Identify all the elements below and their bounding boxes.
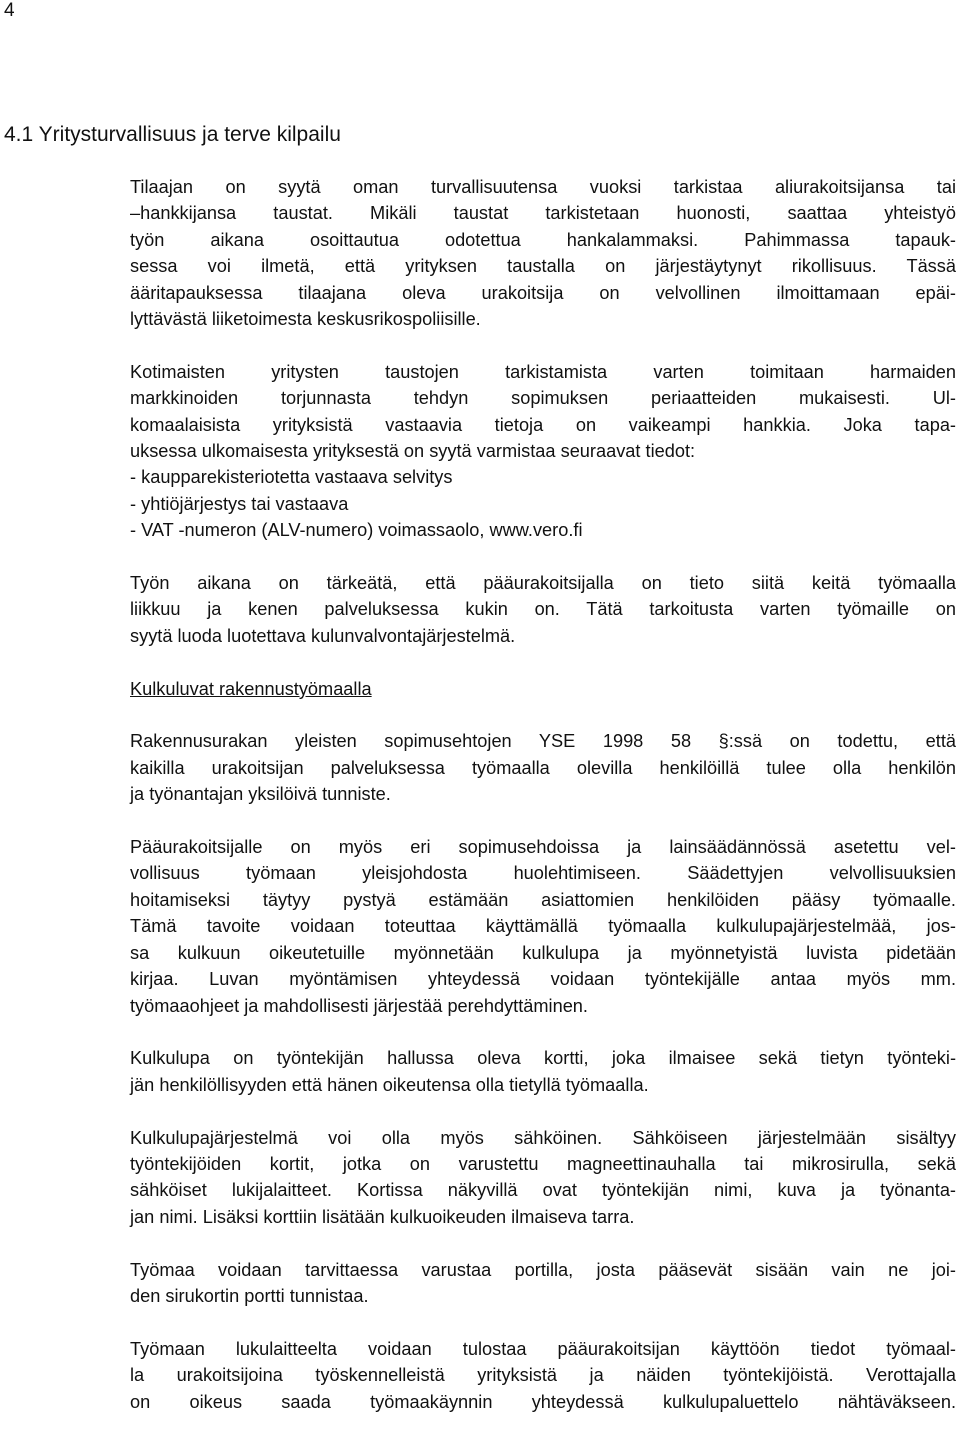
paragraph-access-control <box>130 570 956 649</box>
paragraph-gate <box>130 1257 956 1310</box>
text-line: sa kulkuun oikeutetuille myönnetään kulkulupa ja myönnetyistä luvista pidetään <box>130 942 956 963</box>
text-line: ja työnantajan yksilöivä tunniste. <box>130 784 391 805</box>
paragraph-main-contractor-duty <box>130 834 956 1019</box>
text-line: kirjaa. Luvan myöntämisen yhteydessä voidaan työntekijälle antaa myös mm. <box>130 969 956 990</box>
paragraph-contractor-background <box>130 174 956 332</box>
text-line: sähköiset lukijalaitteet. Kortissa näkyvillä ovat työntekijän nimi, kuva ja työnanta- <box>130 1180 956 1201</box>
text-line: Työn aikana on tärkeätä, että pääurakoitsijalla on tieto siitä keitä työmaalla <box>130 573 956 594</box>
text-line: lyttävästä liiketoimesta keskusrikospoliisille. <box>130 309 481 330</box>
text-line: kaikilla urakoitsijan palveluksessa työmaalla olevilla henkilöillä tulee olla henkilön <box>130 757 956 778</box>
text-line: la urakoitsijoina työskennelleistä yrityksistä ja näiden työntekijöistä. Verottajalla <box>130 1365 956 1386</box>
subheading: Kulkuluvat rakennustyömaalla <box>130 678 372 699</box>
text-line: komaalaisista yrityksistä vastaavia tietoja on vaikeampi hankkia. Joka tapa- <box>130 414 956 435</box>
text-line: on oikeus saada työmaakäynnin yhteydessä kulkulupaluettelo nähtäväkseen. <box>130 1391 956 1412</box>
text-line: Pääurakoitsijalle on myös eri sopimusehdoissa ja lainsäädännössä asetettu vel- <box>130 837 956 858</box>
text-line: hoitamiseksi täytyy pystyä estämään asiattomien henkilöiden pääsy työmaalle. <box>130 889 956 910</box>
text-line: työmaaohjeet ja mahdollisesti järjestää perehdyttäminen. <box>130 995 588 1016</box>
text-line: syytä luoda luotettava kulunvalvontajärjestelmä. <box>130 625 516 646</box>
document-body <box>130 174 956 1441</box>
text-line: työn aikana osoittautua odotettua hankalammaksi. Pahimmassa tapauk- <box>130 229 956 250</box>
text-line: markkinoiden torjunnasta tehdyn sopimuksen periaatteiden mukaisesti. Ul- <box>130 388 956 409</box>
list-item: - yhtiöjärjestys tai vastaava <box>130 493 349 514</box>
text-line: työntekijöiden kortit, jotka on varustettu magneettinauhalla tai mikrosirulla, sekä <box>130 1153 956 1174</box>
text-line: Kulkulupajärjestelmä voi olla myös sähköinen. Sähköiseen järjestelmään sisältyy <box>130 1127 956 1148</box>
paragraph-access-card <box>130 1045 956 1098</box>
text-line: Rakennusurakan yleisten sopimusehtojen YSE 1998 58 §:ssä on todettu, että <box>130 731 956 752</box>
text-line: Tämä tavoite voidaan toteuttaa käyttämällä työmaalla kulkulupajärjestelmää, jos- <box>130 916 956 937</box>
text-line: jän henkilöllisyyden että hänen oikeutensa olla tietyllä työmaalla. <box>130 1074 649 1095</box>
paragraph-domestic-foreign-checks <box>130 359 956 544</box>
text-line: vollisuus työmaan yleisjohdosta huolehtimiseen. Säädettyjen velvollisuuksien <box>130 863 956 884</box>
text-line: liikkuu ja kenen palveluksessa kukin on. Tätä tarkoitusta varten työmaille on <box>130 599 956 620</box>
text-line: ääritapauksessa tilaajana oleva urakoitsija on velvollinen ilmoittamaan epäi- <box>130 282 956 303</box>
paragraph-reader-reports <box>130 1336 956 1415</box>
text-line: Tilaajan on syytä oman turvallisuutensa vuoksi tarkistaa aliurakoitsijansa tai <box>130 177 956 197</box>
page-number: 4 <box>4 0 15 21</box>
text-line: den sirukortin portti tunnistaa. <box>130 1285 369 1306</box>
text-line: jan nimi. Lisäksi korttiin lisätään kulkuoikeuden ilmaiseva tarra. <box>130 1206 635 1227</box>
list-item: - VAT -numeron (ALV-numero) voimassaolo, www.vero.fi <box>130 520 583 541</box>
text-line: Kotimaisten yritysten taustojen tarkistamista varten toimitaan harmaiden <box>130 361 956 382</box>
text-line: –hankkijansa taustat. Mikäli taustat tarkistetaan huonosti, saattaa yhteistyö <box>130 203 956 224</box>
paragraph-electronic-system <box>130 1125 956 1231</box>
paragraph-yse-1998 <box>130 728 956 807</box>
text-line: sessa voi ilmetä, että yrityksen taustalla on järjestäytynyt rikollisuus. Tässä <box>130 256 956 277</box>
list-item: - kaupparekisteriotetta vastaava selvitys <box>130 467 453 488</box>
section-heading: 4.1 Yritysturvallisuus ja terve kilpailu <box>4 123 341 146</box>
text-line: Kulkulupa on työntekijän hallussa oleva kortti, joka ilmaisee sekä tietyn työnteki- <box>130 1048 956 1069</box>
text-line: Työmaan lukulaitteelta voidaan tulostaa pääurakoitsijan käyttöön tiedot työmaal- <box>130 1338 956 1359</box>
text-line: uksessa ulkomaisesta yrityksestä on syytä varmistaa seuraavat tiedot: <box>130 441 696 462</box>
text-line: Työmaa voidaan tarvittaessa varustaa portilla, josta pääsevät sisään vain ne joi- <box>130 1259 956 1280</box>
